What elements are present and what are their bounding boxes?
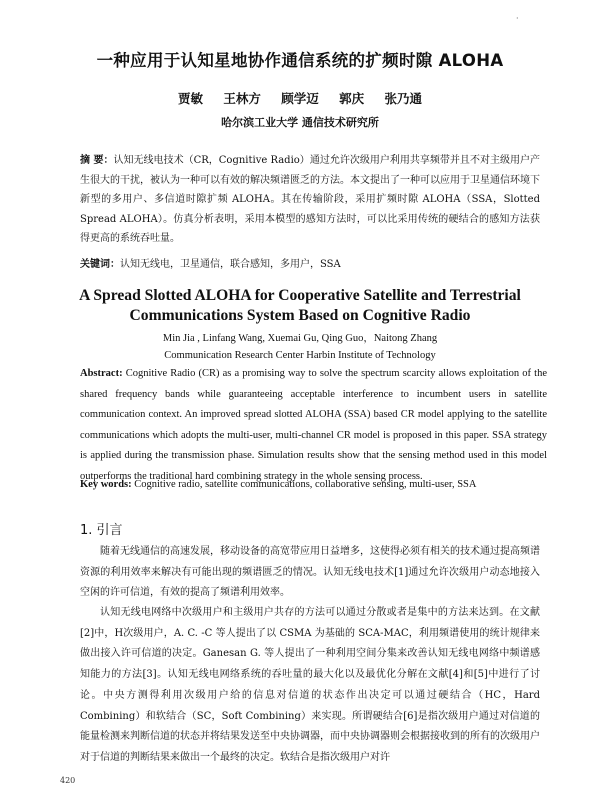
section-heading-introduction: 1. 引言 [80, 523, 123, 538]
keywords-cn [80, 255, 540, 270]
authors-cn: 贾敏 王林方 顾学迈 郭庆 张乃通 [178, 91, 422, 106]
paper-title-cn: 一种应用于认知星地协作通信系统的扩频时隙 ALOHA [96, 51, 504, 70]
corner-mark: · [516, 14, 519, 23]
abstract-cn [80, 151, 540, 249]
intro-paragraph-1: 随着无线通信的高速发展，移动设备的高宽带应用日益增多，这使得必须有相关的技术通过提高频谱资源的利用效率来解决有可能出现的频谱匮乏的情况。认知无线电技术[1]通过允许次级用户动态地接入空闲的许可信道，有效的提高了频谱利用效率。 [80, 546, 540, 599]
page-number: 420 [60, 776, 76, 785]
keywords-en [80, 479, 550, 490]
abstract-cn-label: 摘 要： [80, 155, 114, 166]
abstract-en [80, 364, 547, 488]
affiliation-en: Communication Research Center Harbin Institute of Technology [164, 350, 436, 361]
keywords-cn-label: 关键词： [80, 259, 120, 270]
keywords-en-label: Key words: [80, 479, 132, 490]
abstract-en-label: Abstract: [80, 368, 123, 379]
paper-title-en: A Spread Slotted ALOHA for Cooperative Satellite and Terrestrial Communications System Based on Cognitive Radio [79, 287, 521, 324]
intro-paragraph-2: 认知无线电网络中次级用户和主级用户共存的方法可以通过分散或者是集中的方法来达到。在文献[2]中，H次级用户，A. C. -C 等人提出了以 CSMA 为基础的 SCA-MAC，利用频谱使用的统计规律来做出接入许可信道的决定。Ganesan G. 等人提出了一种利用空间分集来改善认知无线电网络中频谱感知能力的方法[3]。认知无线电网络系统的吞吐量的最大化以及最优化分解在文献[4]和[5]中进行了讨论。中央方测得利用次级用户给的信息对信道的状态作出决定可以通过硬结合（HC，Hard Combining）和软结合（SC，Soft Combining）来实现。所谓硬结合[6]是指次级用户通过对信道的能量检测来判断信道的状态并将结果发送至中央协调器，而中央协调器则会根据接收到的所有的次级用户对于信道的判断结果来做出一个最终的决定。软结合是指次级用户对许 [80, 607, 540, 763]
keywords-cn-text: 认知无线电，卫星通信，联合感知，多用户，SSA [120, 259, 341, 270]
keywords-en-text: Cognitive radio, satellite communications, collaborative sensing, multi-user, SSA [134, 479, 477, 490]
abstract-cn-text: 认知无线电技术（CR，Cognitive Radio）通过允许次级用户利用共享频带并且不对主级用户产生很大的干扰，被认为一种可以有效的解决频谱匮乏的方法。本文提出了一种可以应用于卫星通信环境下新型的多用户、多信道时隙扩频 ALOHA。其在传输阶段，采用扩频时隙 ALOHA（SSA，Slotted Spread ALOHA）。仿真分析表明，采用本模型的感知方法时，可以比采用传统的硬结合的感知方法获得更高的系统吞吐量。 [80, 155, 540, 245]
authors-en: Min Jia , Linfang Wang, Xuemai Gu, Qing Guo，Naitong Zhang [162, 333, 438, 344]
affiliation-cn: 哈尔滨工业大学 通信技术研究所 [221, 116, 379, 129]
abstract-en-text: Cognitive Radio (CR) as a promising way to solve the spectrum scarcity allows exploitation of the shared frequency bands while guaranteeing acceptable interference to incumbent users in satellite communication context. An improved spread slotted ALOHA (SSA) based CR model applying to the satellite communications which adopts the multi-user, multi-channel CR model is proposed in this paper. SSA strategy is applied during the transmission phase. Simulation results show that the sensing method used in this model outperforms the traditional hard combining strategy in the whole sensing process. [80, 368, 547, 482]
